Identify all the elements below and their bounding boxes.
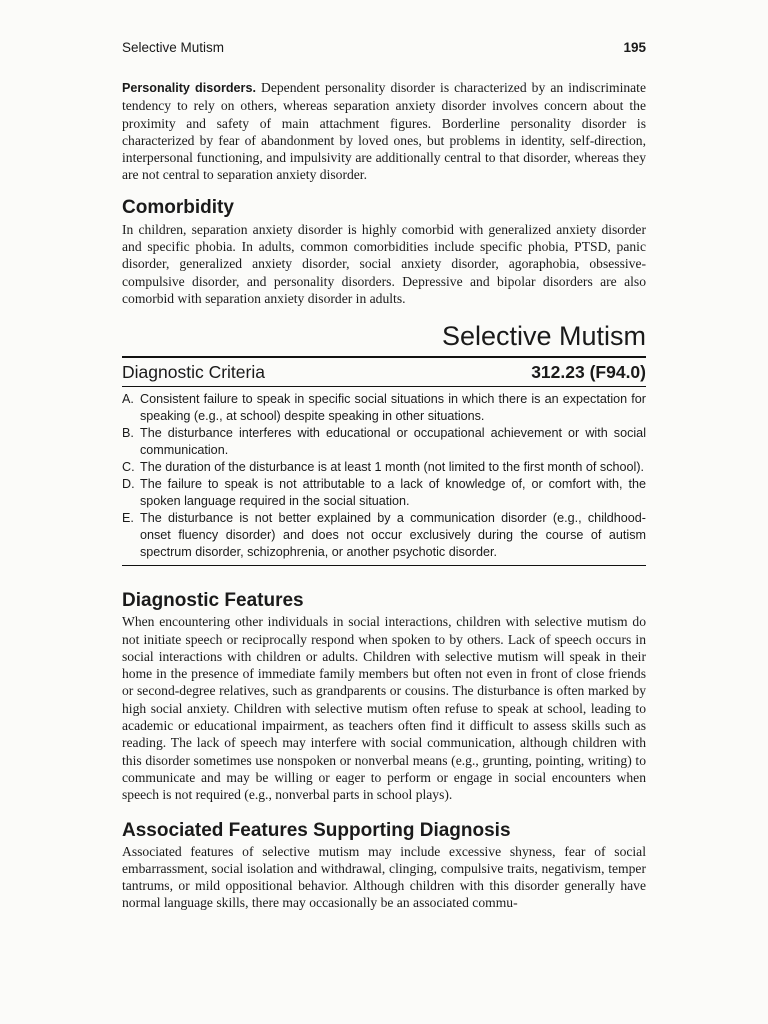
criterion-text: The failure to speak is not attributable to a lack of knowledge of, or comfort with, the spoken language required in the social situation.	[140, 477, 646, 509]
criterion-letter: B.	[122, 426, 134, 441]
running-head-section: Selective Mutism	[122, 40, 225, 55]
criteria-list	[122, 386, 646, 566]
diagnostic-code: 312.23 (F94.0)	[531, 362, 646, 383]
criterion-text: The disturbance is not better explained by a communication disorder (e.g., childhood-onset fluency disorder) and does not occur exclusively during the course of autism spectrum disorder, schizophrenia, or another psychotic disorder.	[140, 511, 646, 560]
criterion-item	[122, 459, 646, 476]
personality-disorders-text: Dependent personality disorder is characterized by an indiscriminate tendency to rely on others, whereas separation anxiety disorder involves concern about the proximity and safety of main attachment figures. Borderline personality disorder is characterized by fear of abandonment by loved ones, but problems in identity, self-direction, interpersonal functioning, and impulsivity are additionally central to that disorder, whereas they are not central to separation anxiety disorder.	[122, 80, 646, 183]
criterion-item	[122, 510, 646, 561]
criterion-letter: A.	[122, 392, 134, 407]
criterion-text: The duration of the disturbance is at least 1 month (not limited to the first month of school).	[140, 460, 645, 475]
associated-features-heading: Associated Features Supporting Diagnosis	[122, 819, 511, 841]
criterion-text: The disturbance interferes with educational or occupational achievement or with social communication.	[140, 426, 646, 458]
criterion-item	[122, 425, 646, 459]
criterion-text: Consistent failure to speak in specific social situations in which there is an expectation for speaking (e.g., at school) despite speaking in other situations.	[140, 392, 646, 424]
criterion-letter: D.	[122, 477, 135, 492]
diagnostic-features-paragraph: When encountering other individuals in social interactions, children with selective mutism do not initiate speech or reciprocally respond when spoken to by others. Lack of speech occurs in social interactions with children or adults. Children with selective mutism will speak in their home in the presence of immediate family members but often not even in front of close friends or second-degree relatives, such as grandparents or cousins. The disturbance is often marked by high social anxiety. Children with selective mutism often refuse to speak at school, leading to academic or educational impairment, as teachers often find it difficult to assess skills such as reading. The lack of speech may interfere with social communication, although children with this disorder sometimes use nonspoken or nonverbal means (e.g., grunting, pointing, writing) to communicate and may be willing or eager to perform or engage in social encounters when speech is not required (e.g., nonverbal parts in school plays).	[122, 614, 646, 803]
criterion-item	[122, 391, 646, 425]
page-content	[122, 79, 646, 912]
personality-disorders-paragraph	[122, 79, 646, 184]
diagnostic-features-heading: Diagnostic Features	[122, 590, 304, 612]
page-number: 195	[623, 40, 646, 55]
associated-features-paragraph: Associated features of selective mutism may include excessive shyness, fear of social embarrassment, social isolation and withdrawal, clinging, compulsive traits, negativism, temper tantrums, or mild oppositional behavior. Although children with this disorder generally have normal language skills, there may occasionally be an associated commu-	[122, 843, 646, 911]
comorbidity-heading: Comorbidity	[122, 196, 234, 218]
running-head	[122, 40, 646, 55]
criterion-letter: E.	[122, 511, 134, 526]
criterion-item	[122, 476, 646, 510]
diagnostic-criteria-bar	[122, 356, 646, 386]
criterion-letter: C.	[122, 460, 135, 475]
diagnostic-criteria-label: Diagnostic Criteria	[122, 362, 265, 383]
disorder-title: Selective Mutism	[441, 321, 646, 352]
personality-disorders-label: Personality disorders.	[122, 81, 256, 95]
comorbidity-paragraph: In children, separation anxiety disorder is highly comorbid with generalized anxiety disorder and specific phobia. In adults, common comorbidities include specific phobia, PTSD, panic disorder, generalized anxiety disorder, social anxiety disorder, agoraphobia, obsessive-compulsive disorder, and personality disorders. Depressive and bipolar disorders are also comorbid with separation anxiety disorder in adults.	[122, 221, 646, 306]
